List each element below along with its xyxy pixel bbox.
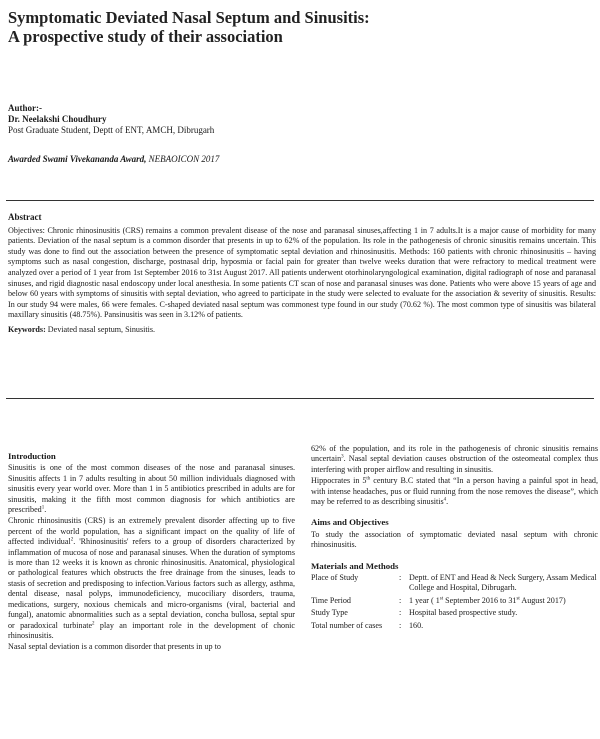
table-row (311, 608, 598, 620)
time-text-a: 1 year ( 1 (409, 595, 440, 605)
rule-bottom (6, 398, 594, 399)
right-p1-text-a: 62% of the population, and its role in the pathogenesis of chronic sinusitis remains uncertain (311, 444, 598, 464)
abstract-heading: Abstract (8, 212, 42, 222)
time-text-b: September 2016 to 31 (443, 595, 517, 605)
keywords-value: Deviated nasal septum, Sinusitis. (45, 324, 156, 334)
right-paragraph-1 (311, 444, 598, 475)
award-line (8, 154, 219, 164)
paper-title (8, 8, 578, 46)
time-value (409, 596, 598, 608)
abstract-section (8, 212, 596, 336)
author-affiliation: Post Graduate Student, Deptt of ENT, AMCH, Dibrugarh (8, 125, 215, 135)
right-p2-text-a: Hippocrates in 5 (311, 476, 367, 486)
aims-text: To study the association of symptomatic deviated nasal septum with chronic rhinosinusitis. (311, 529, 598, 550)
intro-p1-end: . (44, 505, 47, 515)
aims-heading: Aims and Objectives (311, 517, 389, 528)
spacer-1 (311, 508, 598, 517)
right-p1-text-b: . Nasal septal deviation causes obstruction of the osteomeatal complex thus interfering with proper airflow and resulting in sinusitis. (311, 454, 598, 474)
right-p2-ref: 4 (443, 497, 447, 503)
left-column (8, 451, 295, 654)
award-name: Awarded Swami Vivekananda Award, (8, 154, 147, 164)
type-value: Hospital based prospective study. (409, 608, 518, 618)
keywords-label: Keywords: (8, 324, 46, 334)
right-p1-ref: 3 (341, 454, 344, 460)
right-p2-text-b: century B.C stated that “In a person having a painful spot in head, with intense headaches, pus or fluid running from the nose removes the disease”, which may be referred to as describing sinusitis (311, 476, 598, 507)
place-value: Deptt. of ENT and Head & Neck Surgery, Assam Medical College and Hospital, Dibrugarh. (409, 573, 597, 593)
table-row (311, 621, 598, 633)
materials-heading: Materials and Methods (311, 560, 399, 571)
intro-paragraph-2 (8, 516, 295, 641)
table-row (311, 573, 598, 596)
author-name: Dr. Neelakshi Choudhury (8, 114, 107, 124)
intro-p2-ref-1: 2 (70, 537, 74, 543)
table-row (311, 596, 598, 608)
intro-paragraph-3: Nasal septal deviation is a common disorder that presents in up to (8, 642, 221, 652)
cases-label: Total number of cases (311, 620, 383, 630)
right-p2-th: th (366, 476, 371, 482)
time-text-c: August 2017) (519, 595, 566, 605)
place-label: Place of Study (311, 573, 359, 583)
author-label: Author:- (8, 103, 42, 113)
time-st-1: st (439, 596, 444, 602)
colon: : (399, 620, 402, 630)
intro-p2-text-c: play an important role in the development of chonic rhinosinusitis. (8, 620, 295, 640)
abstract-text: Objectives: Chronic rhinosinusitis (CRS) remains a common prevalent disease of the nose and paranasal sinuses,affecting 1 in 7 adults.It is a major cause of morbidity for many patients. Deviation of the nasal septum is a common disorder that presents in up to 62% of the population. Its role in the pathogenesis of chronic sinusitis remains uncertain. This study was done to find out the association between the presence of symptomatic septal deviation and rhinosinusitis. Methods: 160 patients with chronic rhinosinusitis – having symptoms such as nasal congestion, discharge, postnasal drip, hyposmia or facial pain for greater than twelve weeks duration that were refractory to medical treatment were analyzed over a period of 1 year from 1st September 2016 to 31st August 2017. All patients underwent otorhinolaryngological examination, digital radiograph of nose and paranasal sinuses, and rigid diagnostic nasal endoscopy under local anesthesia. In some patients CT scan of nose and paranasal sinuses was done. Patients who were above 15 years of age and below 60 years with symptoms of sinusitis with septal deviation, who agreed to participate in the study were selected to evaluate for the association & severity of sinusitis. Results: In our study 94 were males, 66 were females. C-shaped deviated nasal septum was commonest type found in our study (70.62 %). The most common type of sinusitis was bilateral maxillary sinusitis (48.75%). Pansinusitis was seen in 3.12% of patients. (8, 225, 596, 320)
time-label: Time Period (311, 595, 351, 605)
right-paragraph-2 (311, 476, 598, 507)
intro-p2-ref-2: 2 (92, 620, 95, 626)
spacer-2 (311, 552, 598, 561)
right-p2-text-c: . (446, 497, 449, 507)
type-label: Study Type (311, 608, 348, 618)
title-line-2: A prospective study of their association (8, 27, 283, 46)
colon: : (399, 608, 402, 618)
intro-p2-text-a: Chronic rhinosinusitis (CRS) is an extremely prevalent disorder affecting up to five percent of the world population, has a significant impact on the quality of life of affected individual (8, 516, 295, 547)
materials-table (311, 573, 598, 633)
award-event: NEBAOICON 2017 (146, 154, 220, 164)
keywords-line (8, 325, 596, 336)
author-block (8, 103, 568, 136)
colon: : (399, 595, 402, 605)
intro-p2-text-b: . 'Rhinosinusitis' refers to a group of disorders characterized by inflammation of mucosa of nose and paranasal sinuses. When the duration of symptoms is more than 12 weeks it is known as chronic rhinosinusitis. Anatomical, physiological or pathological features which obstructs the free drainage from the sinuses, leads to stasis of secretion and predisposing to infection.Various factors such as allergy, asthma, dental disease, nasal polyps, immunodeficiency, mucociliary disorders, trauma, medications, surgery, noxious chemicals and micro-organisms (viral, bacterial and fungal), anatomic abnormalities such as a septal deviation, concha bullosa, septal spur or paradoxical turbinate (8, 537, 295, 630)
rule-top (6, 200, 594, 201)
intro-p1-ref: 1 (41, 505, 45, 511)
intro-p1-text: Sinusitis is one of the most common diseases of the nose and paranasal sinuses. Sinusitis affects 1 in 7 adults resulting in about 50 million individuals diagnosed with sinusitis every year world over. More than 1 in 5 antibiotics prescribed in adults are for sinusitis, making it the fifth most common diagnosis for which antibiotics are prescribed (8, 463, 295, 515)
time-st-2: st (516, 596, 520, 602)
cases-value: 160. (409, 620, 424, 630)
right-column (311, 444, 598, 633)
colon: : (399, 573, 402, 583)
intro-paragraph-1 (8, 463, 295, 515)
title-line-1: Symptomatic Deviated Nasal Septum and Sinusitis: (8, 8, 370, 27)
intro-heading: Introduction (8, 451, 56, 461)
